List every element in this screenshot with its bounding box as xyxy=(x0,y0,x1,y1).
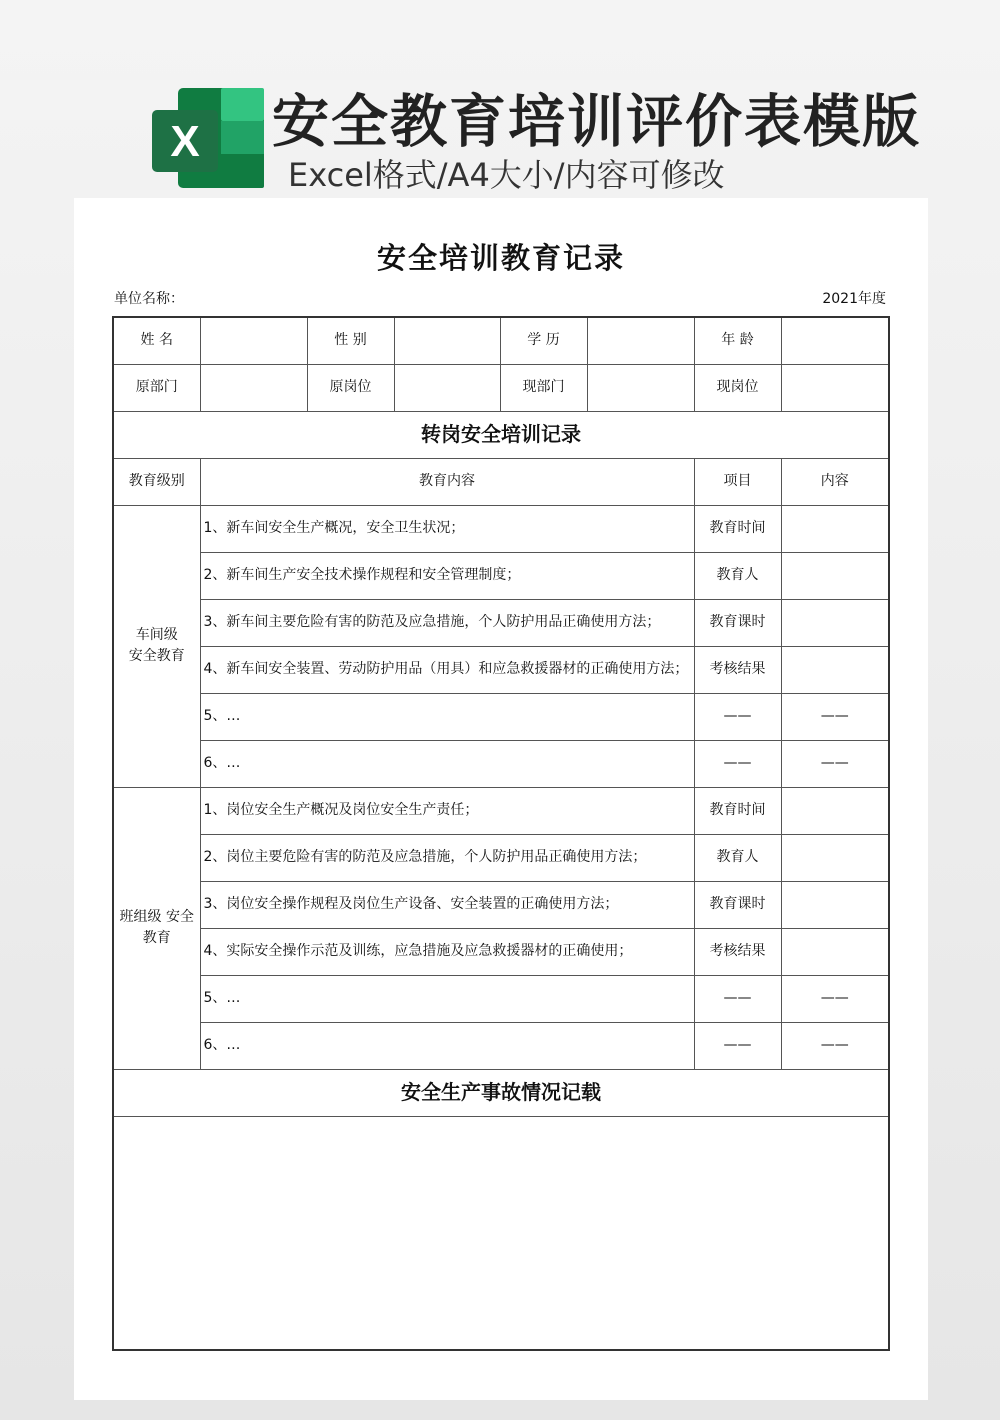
header-content: 教育内容 xyxy=(200,458,694,505)
team-item-2: 教育人 xyxy=(694,834,781,881)
info-row-1 xyxy=(113,317,889,364)
team-content-5: 5、… xyxy=(200,975,694,1022)
team-content-2: 2、岗位主要危险有害的防范及应急措施，个人防护用品正确使用方法； xyxy=(200,834,694,881)
workshop-item-5: —— xyxy=(694,693,781,740)
transfer-section-row xyxy=(113,411,889,458)
team-content-1: 1、岗位安全生产概况及岗位安全生产责任； xyxy=(200,787,694,834)
workshop-item-6: —— xyxy=(694,740,781,787)
year-label: 2021年度 xyxy=(822,291,886,307)
header-detail: 内容 xyxy=(781,458,889,505)
header-row xyxy=(113,458,889,505)
workshop-content-1: 1、新车间安全生产概况，安全卫生状况； xyxy=(200,505,694,552)
workshop-content-3: 3、新车间主要危险有害的防范及应急措施，个人防护用品正确使用方法； xyxy=(200,599,694,646)
age-cell[interactable] xyxy=(781,317,889,364)
workshop-content-4: 4、新车间安全装置、劳动防护用品（用具）和应急救援器材的正确使用方法； xyxy=(200,646,694,693)
workshop-detail-3[interactable] xyxy=(781,599,889,646)
team-detail-3[interactable] xyxy=(781,881,889,928)
banner-title: 安全教育培训评价表模版 xyxy=(272,89,921,155)
age-label: 年 龄 xyxy=(694,317,781,364)
team-item-1: 教育时间 xyxy=(694,787,781,834)
team-content-4: 4、实际安全操作示范及训练，应急措施及应急救援器材的正确使用； xyxy=(200,928,694,975)
workshop-content-2: 2、新车间生产安全技术操作规程和安全管理制度； xyxy=(200,552,694,599)
gender-label: 性 别 xyxy=(307,317,394,364)
table-row xyxy=(113,740,889,787)
table-row xyxy=(113,693,889,740)
workshop-content-6: 6、… xyxy=(200,740,694,787)
unit-name-label: 单位名称： xyxy=(114,291,184,307)
team-detail-6: —— xyxy=(781,1022,889,1069)
excel-logo-icon xyxy=(152,88,264,188)
workshop-detail-2[interactable] xyxy=(781,552,889,599)
transfer-section-title: 转岗安全培训记录 xyxy=(113,411,889,458)
document-sheet xyxy=(74,198,928,1400)
team-item-5: —— xyxy=(694,975,781,1022)
header-level: 教育级别 xyxy=(113,458,200,505)
accident-section-row xyxy=(113,1069,889,1116)
table-row xyxy=(113,1022,889,1069)
team-item-3: 教育课时 xyxy=(694,881,781,928)
table-row xyxy=(113,599,889,646)
training-record-table xyxy=(112,316,890,1351)
current-post-label: 现岗位 xyxy=(694,364,781,411)
workshop-content-5: 5、… xyxy=(200,693,694,740)
table-row xyxy=(113,787,889,834)
original-post-label: 原岗位 xyxy=(307,364,394,411)
original-post-cell[interactable] xyxy=(394,364,500,411)
current-dept-label: 现部门 xyxy=(500,364,587,411)
original-dept-cell[interactable] xyxy=(200,364,307,411)
info-row-2 xyxy=(113,364,889,411)
workshop-item-3: 教育课时 xyxy=(694,599,781,646)
logo-cell-bottom xyxy=(221,154,264,188)
table-row xyxy=(113,975,889,1022)
team-content-3: 3、岗位安全操作规程及岗位生产设备、安全装置的正确使用方法； xyxy=(200,881,694,928)
team-item-4: 考核结果 xyxy=(694,928,781,975)
workshop-detail-5: —— xyxy=(781,693,889,740)
team-detail-4[interactable] xyxy=(781,928,889,975)
logo-cell-top xyxy=(221,88,264,121)
table-row xyxy=(113,646,889,693)
team-detail-5: —— xyxy=(781,975,889,1022)
name-label: 姓 名 xyxy=(113,317,200,364)
current-dept-cell[interactable] xyxy=(587,364,694,411)
table-row xyxy=(113,505,889,552)
table-row xyxy=(113,881,889,928)
workshop-item-1: 教育时间 xyxy=(694,505,781,552)
workshop-detail-6: —— xyxy=(781,740,889,787)
name-cell[interactable] xyxy=(200,317,307,364)
table-row xyxy=(113,928,889,975)
workshop-detail-4[interactable] xyxy=(781,646,889,693)
team-detail-1[interactable] xyxy=(781,787,889,834)
logo-cell-mid xyxy=(221,121,264,154)
gender-cell[interactable] xyxy=(394,317,500,364)
education-label: 学 历 xyxy=(500,317,587,364)
workshop-detail-1[interactable] xyxy=(781,505,889,552)
current-post-cell[interactable] xyxy=(781,364,889,411)
team-content-6: 6、… xyxy=(200,1022,694,1069)
header-item: 项目 xyxy=(694,458,781,505)
table-row xyxy=(113,834,889,881)
accident-record-area[interactable] xyxy=(113,1116,889,1350)
accident-section-title: 安全生产事故情况记载 xyxy=(113,1069,889,1116)
accident-record-row xyxy=(113,1116,889,1350)
workshop-level-label: 车间级 安全教育 xyxy=(113,505,200,787)
original-dept-label: 原部门 xyxy=(113,364,200,411)
banner xyxy=(0,0,1000,198)
banner-subtitle: Excel格式/A4大小/内容可修改 xyxy=(288,156,725,194)
team-item-6: —— xyxy=(694,1022,781,1069)
logo-letter: X xyxy=(170,117,200,166)
team-detail-2[interactable] xyxy=(781,834,889,881)
table-row xyxy=(113,552,889,599)
team-level-label: 班组级 安全教育 xyxy=(113,787,200,1069)
document-title: 安全培训教育记录 xyxy=(376,241,625,275)
education-cell[interactable] xyxy=(587,317,694,364)
workshop-item-2: 教育人 xyxy=(694,552,781,599)
workshop-item-4: 考核结果 xyxy=(694,646,781,693)
